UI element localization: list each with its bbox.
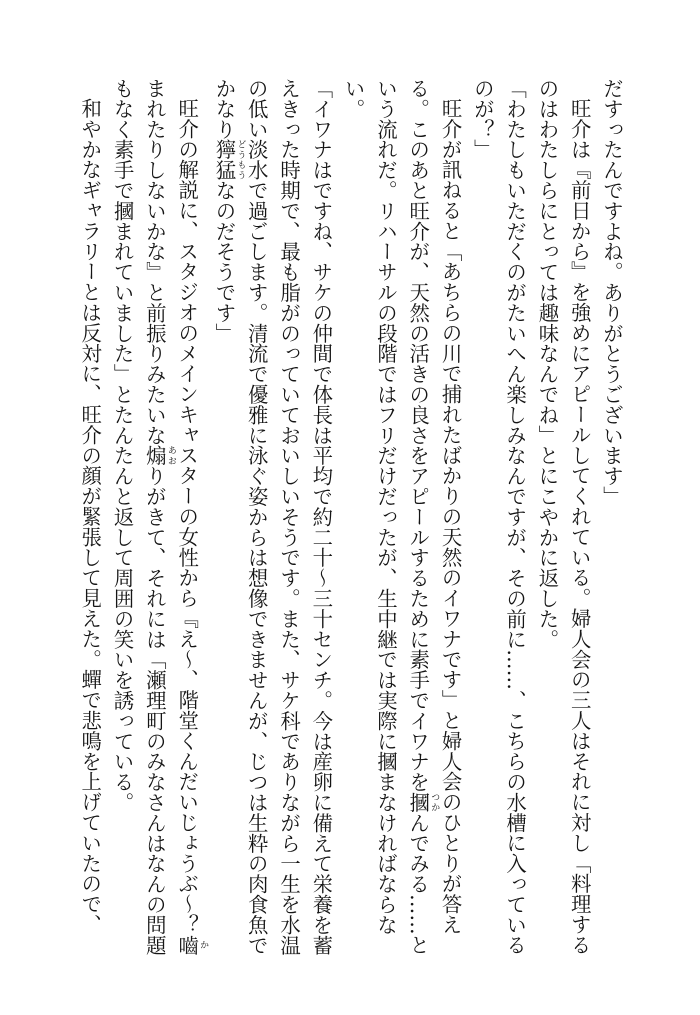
text-run: 旺介が訊ねると「あちらの川で捕れたばかりの天然のイワナです」と婦人会のひとりが答える。このあと旺介が、天然の活きの良さをアピールするために素手でイワナを [406, 78, 463, 935]
paragraph-p7 [74, 78, 106, 958]
text-run: 旺介は『前日から』を強めにアピールしてくれている。婦人会の三人はそれに対し「料理するのはわたしらにとっては趣味なんでね」とにこやかに返した。 [535, 78, 592, 956]
text-run: なのだそうです」 [212, 180, 237, 344]
ruby-base: 煽 [142, 445, 167, 466]
text-run: 「わたしもいただくのがたいへん楽しみなんですが、その前に……、こちらの水槽に入っているのが？」 [470, 78, 528, 956]
text-run: 和やかなギャラリーとは反対に、旺介の顔が緊張して見えた。蟬で悲鳴を上げていたので、 [78, 98, 103, 935]
ruby-base: 嚙 [175, 934, 200, 956]
ruby-annotated-word [142, 445, 176, 466]
ruby-base: 摑 [406, 792, 431, 813]
vertical-text-block [74, 78, 628, 958]
ruby-annotated-word [406, 792, 440, 813]
paragraph-p6 [106, 78, 208, 958]
paragraph-p3 [467, 78, 532, 958]
text-run: りがきて、それには「瀬理町のみなさんはなんの問題もなく素手で摑まれていました」とたんたんと返して周囲の笑いを誘っている。 [110, 78, 167, 956]
ruby-base: 獰猛 [212, 139, 237, 181]
ruby-reading: あお [165, 445, 176, 466]
text-run: 旺介の解説に、スタジオのメインキャスターの女性から『え～、階堂くんだいじょうぶ～？ [175, 98, 200, 935]
text-run: んでみる……という流れだ。リハーサルの段階ではフリだけだったが、生中継では実際に摑まなければならない。 [341, 78, 431, 956]
paragraph-p2 [531, 78, 596, 958]
text-run: まれたりしないかな』と前振りみたいな [142, 78, 167, 446]
paragraph-p4 [337, 78, 466, 958]
text-run: 「イワナはですね、サケの仲間で体長は平均で約二十～三十センチ。今は産卵に備えて栄養を蓄えきった時期で、最も脂がのっていておいしいそうです。また、サケ科でありながら一生を水温の低い淡水で過ごします。清流で優雅に泳ぐ姿からは想像できませんが、じつは生粋の肉食魚でかなり [212, 78, 334, 956]
paragraph-p5 [208, 78, 337, 958]
ruby-annotated-word [212, 139, 246, 181]
ruby-reading: つか [429, 792, 440, 813]
ruby-reading: か [198, 934, 209, 956]
ruby-annotated-word [175, 934, 209, 956]
text-run: だすったんですよね。ありがとうございます」 [600, 78, 624, 507]
ruby-reading: どうもう [235, 139, 246, 180]
paragraph-p1 [596, 78, 628, 958]
